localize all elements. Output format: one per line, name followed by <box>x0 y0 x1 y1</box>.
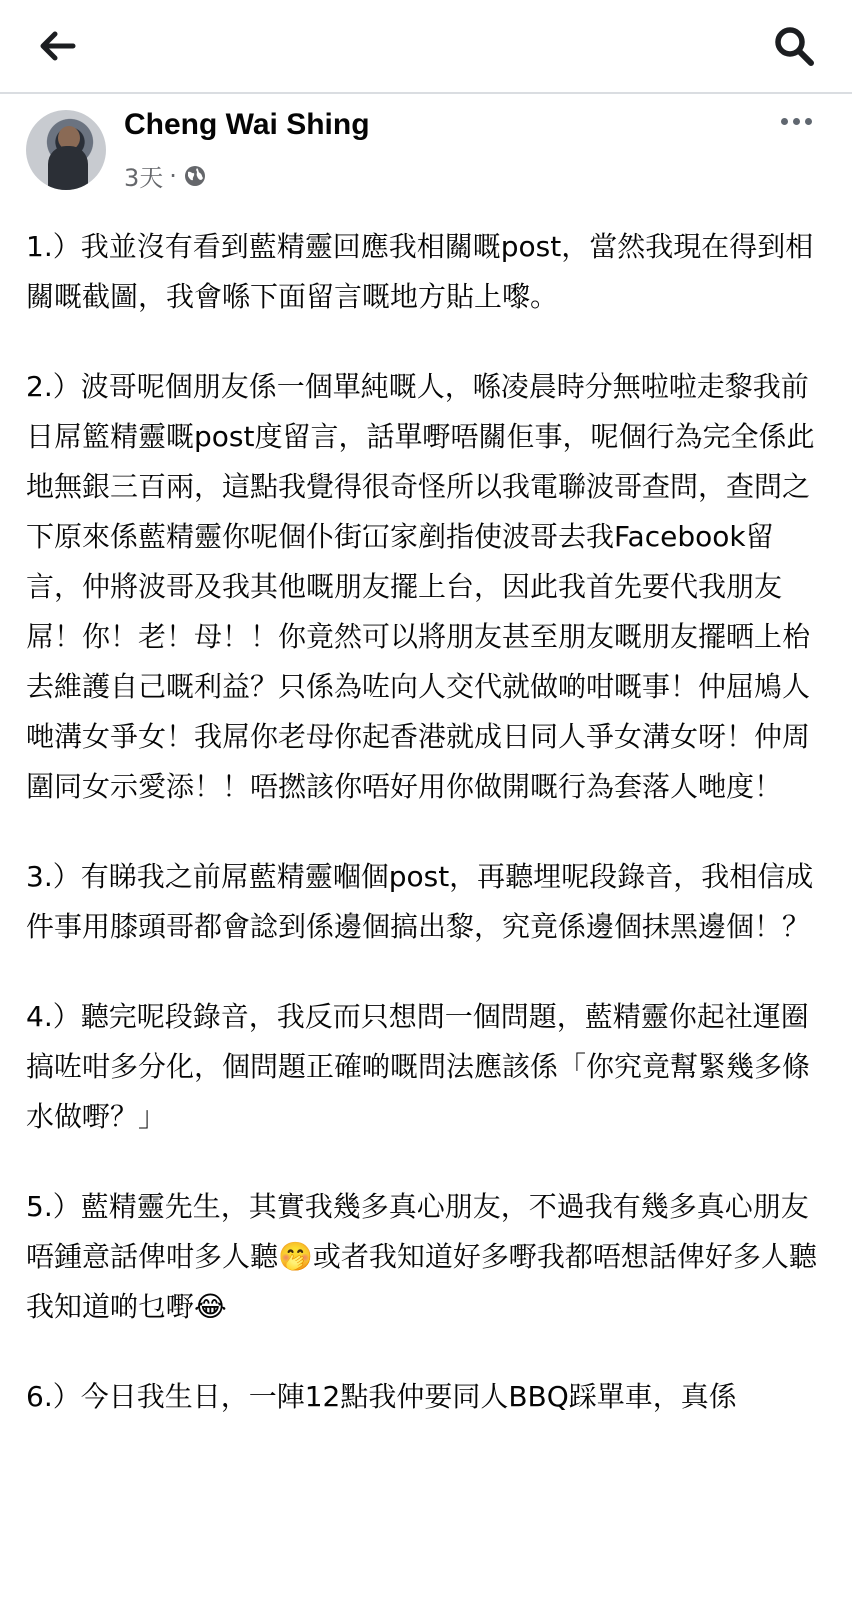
post-meta <box>124 158 207 193</box>
more-options-button[interactable] <box>781 118 812 125</box>
avatar-body <box>48 146 88 190</box>
post-header <box>0 94 852 194</box>
author-name[interactable]: Cheng Wai Shing <box>124 108 370 141</box>
more-dot-icon <box>805 118 812 125</box>
post-paragraph-1: 1.）我並沒有看到藍精靈回應我￼相關嘅post，當然我現在得到相關嘅截圖，我會喺下面留言嘅地方貼上嚟。￼￼ <box>26 230 814 313</box>
top-bar <box>0 0 852 94</box>
search-button[interactable] <box>764 16 824 76</box>
post-paragraph-2: 2.）￼波哥呢個朋友係一個單純嘅人￼，喺凌晨時分無啦啦走黎我前日屌籃￼精靈￼嘅post￼度￼留言，話單嘢唔關佢事，呢個行為￼完全係此地無銀三百兩，這點我覺得很奇怪￼所以我電聯波哥查問￼，查問之下￼原來係藍精靈你呢個仆街冚家剷指使波哥去我Facebook留言，仲將波哥及我其他嘅朋友擺上台，因此我首先要代我朋友屌！你！老！母！！￼￼￼￼你竟然可以將朋友甚至朋友嘅￼朋友擺晒上枱￼去維護自己嘅利益？只係為咗向人交代就做啲咁嘅事！￼￼仲屈鳩人哋溝女爭女￼！我屌你老母你起香港就成日同人爭女溝女呀！仲周圍同女示愛添！！￼￼唔撚該你唔好用你做開嘅行為套落人哋度！￼ <box>26 370 815 803</box>
post-body <box>26 222 826 1462</box>
post-paragraph-4: 4.）聽完呢段錄音，我反而只想問一個問題，藍精靈￼你起社運圈搞咗咁多分化，個問題正確啲嘅問法應該係￼「你究竟￼幫緊幾多條￼￼￼水做嘢？」 <box>26 1000 811 1133</box>
avatar[interactable] <box>26 110 106 190</box>
post-paragraph-6: 6.）今日我生日，一陣12點我仲要同人BBQ踩單車，真係 <box>26 1380 737 1413</box>
arrow-left-icon <box>39 31 77 61</box>
post-time[interactable]: 3天 <box>124 164 164 192</box>
meta-separator: · <box>169 161 177 190</box>
post-paragraph-3: 3.）有睇我之前屌藍精靈嗰個post，再聽埋呢段錄音，￼我相信成件事用膝頭哥都會諗到係邊個搞出黎￼，究竟係邊個抹黑邊個！？ <box>26 860 814 943</box>
search-icon <box>773 25 815 67</box>
more-dot-icon <box>781 118 788 125</box>
post-paragraph-5: 5.）藍精靈先生，其實我幾多真心朋友￼，不過我有幾多真心朋友唔鍾意話俾咁多人聽￼🤭或者我知道好多嘢我都唔想話俾好多人聽我知道啲乜嘢😂￼ <box>26 1190 817 1323</box>
more-dot-icon <box>793 118 800 125</box>
back-button[interactable] <box>28 16 88 76</box>
globe-icon <box>183 164 207 188</box>
